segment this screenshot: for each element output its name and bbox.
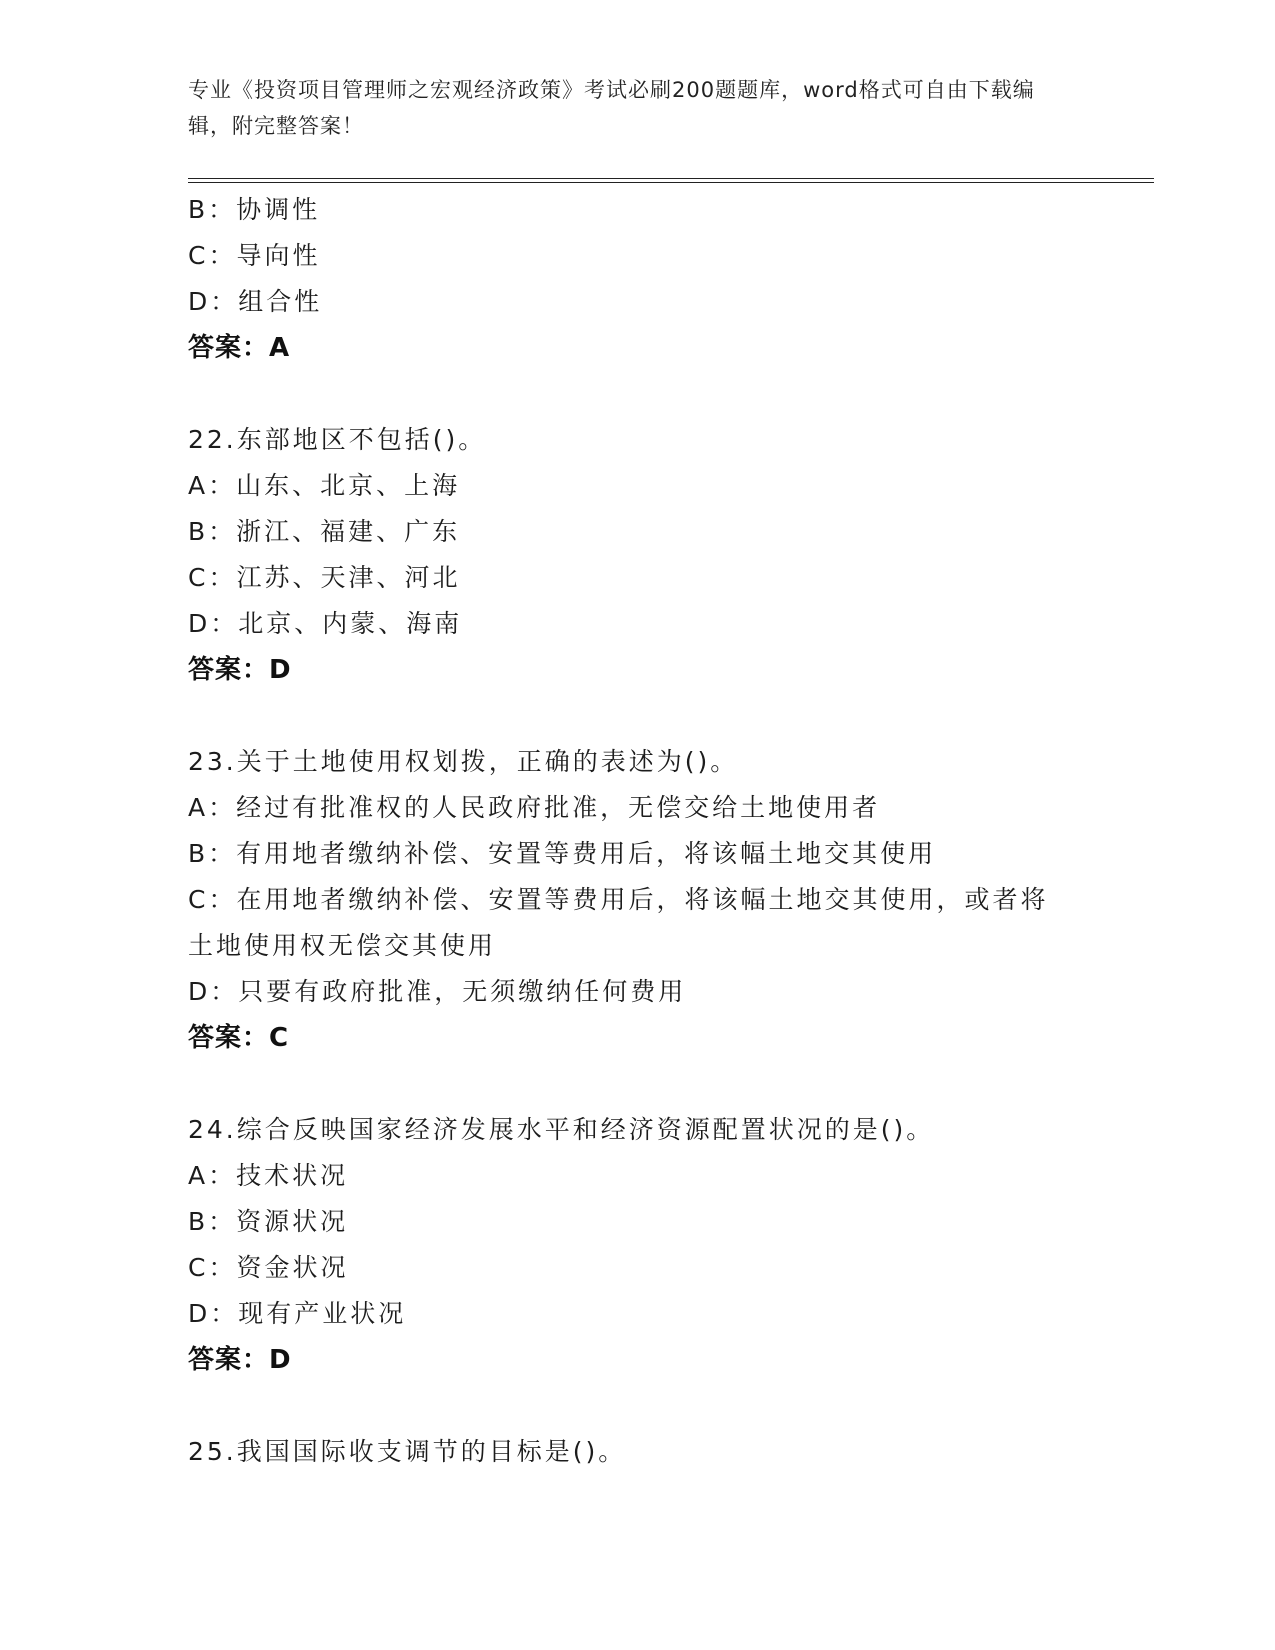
option-c: C：导向性 [188, 241, 321, 270]
answer-line: 答案：C [188, 1023, 290, 1053]
question-text: 24.综合反映国家经济发展水平和经济资源配置状况的是()。 [188, 1115, 935, 1144]
header-rule-bottom [188, 182, 1154, 183]
option-d: D：现有产业状况 [188, 1299, 407, 1328]
question-block-24 [188, 1107, 1088, 1383]
question-text: 25.我国国际收支调节的目标是()。 [188, 1437, 627, 1466]
option-a: A：山东、北京、上海 [188, 471, 461, 500]
option-c: C：江苏、天津、河北 [188, 563, 461, 592]
document-header: 专业《投资项目管理师之宏观经济政策》考试必刷200题题库，word格式可自由下载编辑，附完整答案！ [188, 78, 1035, 138]
option-d: D：只要有政府批准，无须缴纳任何费用 [188, 977, 687, 1006]
option-d: D：组合性 [188, 287, 323, 316]
option-c-continued: 土地使用权无偿交其使用 [188, 931, 497, 960]
option-c: C：资金状况 [188, 1253, 349, 1282]
answer-line: 答案：A [188, 333, 291, 363]
answer-line: 答案：D [188, 1345, 292, 1375]
question-block-21 [188, 187, 1088, 371]
question-list [188, 187, 1088, 1475]
option-a: A：经过有批准权的人民政府批准，无偿交给土地使用者 [188, 793, 881, 822]
question-block-22 [188, 417, 1088, 693]
answer-line: 答案：D [188, 655, 292, 685]
option-b: B：资源状况 [188, 1207, 349, 1236]
question-text: 23.关于土地使用权划拨，正确的表述为()。 [188, 747, 739, 776]
option-c: C：在用地者缴纳补偿、安置等费用后，将该幅土地交其使用，或者将 [188, 885, 1049, 914]
question-block-23 [188, 739, 1088, 1061]
question-text: 22.东部地区不包括()。 [188, 425, 487, 454]
option-b: B：协调性 [188, 195, 321, 224]
question-block-25 [188, 1429, 1088, 1475]
option-b: B：浙江、福建、广东 [188, 517, 461, 546]
header-rule-top [188, 178, 1154, 179]
option-a: A：技术状况 [188, 1161, 349, 1190]
option-b: B：有用地者缴纳补偿、安置等费用后，将该幅土地交其使用 [188, 839, 937, 868]
option-d: D：北京、内蒙、海南 [188, 609, 463, 638]
